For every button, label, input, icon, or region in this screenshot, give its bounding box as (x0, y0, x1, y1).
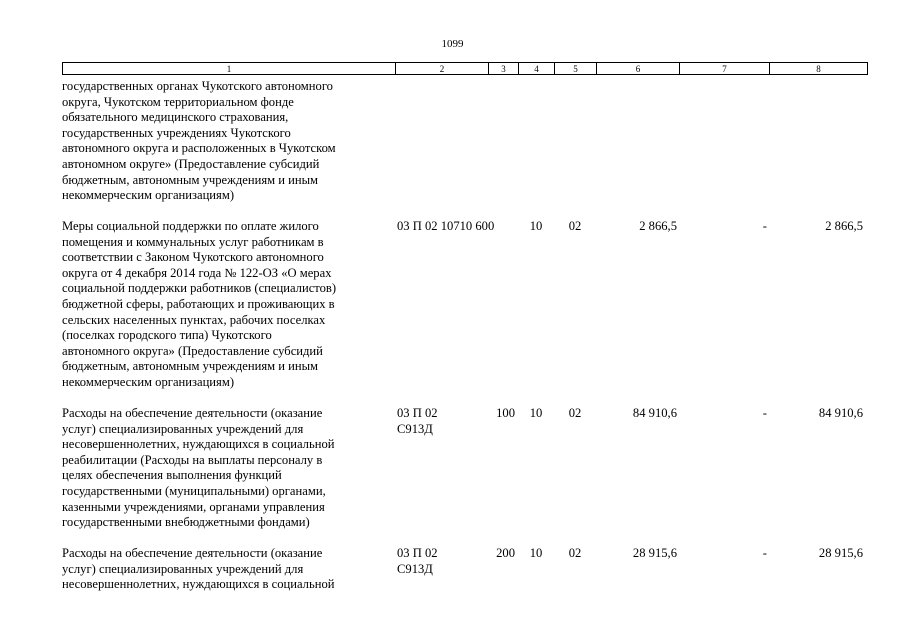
description-line: целях обеспечения выполнения функций (62, 468, 282, 483)
row-description (62, 406, 397, 531)
code-line: С913Д (397, 561, 433, 576)
description-line: обязательного медицинского страхования, (62, 110, 289, 125)
description-line: государственными (муниципальными) органами, (62, 483, 326, 498)
column-header-2: 2 (395, 62, 488, 75)
description-line: услуг) специализированных учреждений для (62, 561, 304, 576)
expense-type-code: 100 (496, 406, 515, 420)
column-header-1: 1 (62, 62, 395, 75)
column-header-5: 5 (554, 62, 596, 75)
expense-type-code: 200 (496, 546, 515, 560)
description-line: сельских населенных пунктах, рабочих поселках (62, 312, 326, 327)
amount-col-8: 2 866,5 (825, 219, 863, 233)
section-code: 10 (529, 546, 543, 560)
description-line: бюджетной сферы, работающих и проживающих в (62, 296, 335, 311)
column-header-4: 4 (518, 62, 554, 75)
amount-col-6: 2 866,5 (639, 219, 677, 233)
subsection-code: 02 (568, 406, 582, 420)
subsection-code: 02 (568, 219, 582, 233)
target-article-code (397, 406, 438, 437)
description-line: Расходы на обеспечение деятельности (оказание (62, 546, 323, 560)
code-line: 03 П 02 (397, 406, 438, 420)
description-line: автономного округа» (Предоставление субсидий (62, 343, 323, 358)
row-description (62, 546, 397, 593)
description-line: социальной поддержки работников (специалистов) (62, 281, 337, 296)
code-line: 03 П 02 (397, 546, 438, 560)
description-line: казенными учреждениями, органами управления (62, 499, 325, 514)
description-line: Расходы на обеспечение деятельности (оказание (62, 406, 323, 420)
description-line: Меры социальной поддержки по оплате жилого (62, 219, 319, 233)
description-line: государственных учреждениях Чукотского (62, 125, 291, 140)
amount-col-6: 84 910,6 (632, 406, 677, 420)
target-article-code (397, 546, 438, 577)
amount-col-7: - (762, 546, 767, 560)
section-code: 10 (529, 406, 543, 420)
row-description (62, 219, 397, 391)
description-line: соответствии с Законом Чукотского автономного (62, 250, 324, 265)
description-line: реабилитации (Расходы на выплаты персоналу в (62, 452, 323, 467)
description-line: бюджетным, автономным учреждениям и иным (62, 359, 319, 374)
column-header-3: 3 (488, 62, 518, 75)
description-line: некоммерческим организациям) (62, 188, 235, 203)
description-line: несовершеннолетних, нуждающихся в социальной (62, 437, 335, 452)
amount-col-6: 28 915,6 (632, 546, 677, 560)
amount-col-8: 28 915,6 (818, 546, 863, 560)
column-header-8: 8 (769, 62, 868, 75)
column-header-7: 7 (679, 62, 769, 75)
code-line: С913Д (397, 421, 433, 436)
description-line: автономном округе» (Предоставление субсидий (62, 156, 320, 171)
section-code: 10 (529, 219, 543, 233)
page-number: 1099 (441, 38, 464, 50)
description-line: помещения и коммунальных услуг работникам в (62, 234, 324, 249)
description-line: (поселках городского типа) Чукотского (62, 328, 272, 343)
amount-col-8: 84 910,6 (818, 406, 863, 420)
description-line: несовершеннолетних, нуждающихся в социальной (62, 577, 335, 592)
description-line: округа, Чукотском территориальном фонде (62, 94, 294, 109)
description-line: государственными внебюджетными фондами) (62, 515, 310, 530)
column-header-6: 6 (596, 62, 679, 75)
description-line: бюджетным, автономным учреждениям и иным (62, 172, 319, 187)
description-line: округа от 4 декабря 2014 года № 122-ОЗ «О мерах (62, 265, 332, 280)
subsection-code: 02 (568, 546, 582, 560)
description-line: государственных органах Чукотского автономного (62, 79, 333, 93)
amount-col-7: - (762, 406, 767, 420)
target-article-code: 03 П 02 10710 600 (397, 219, 495, 233)
amount-col-7: - (762, 219, 767, 233)
description-line: некоммерческим организациям) (62, 374, 235, 389)
description-line: автономного округа и расположенных в Чукотском (62, 141, 336, 156)
description-line: услуг) специализированных учреждений для (62, 421, 304, 436)
row-description (62, 79, 397, 204)
